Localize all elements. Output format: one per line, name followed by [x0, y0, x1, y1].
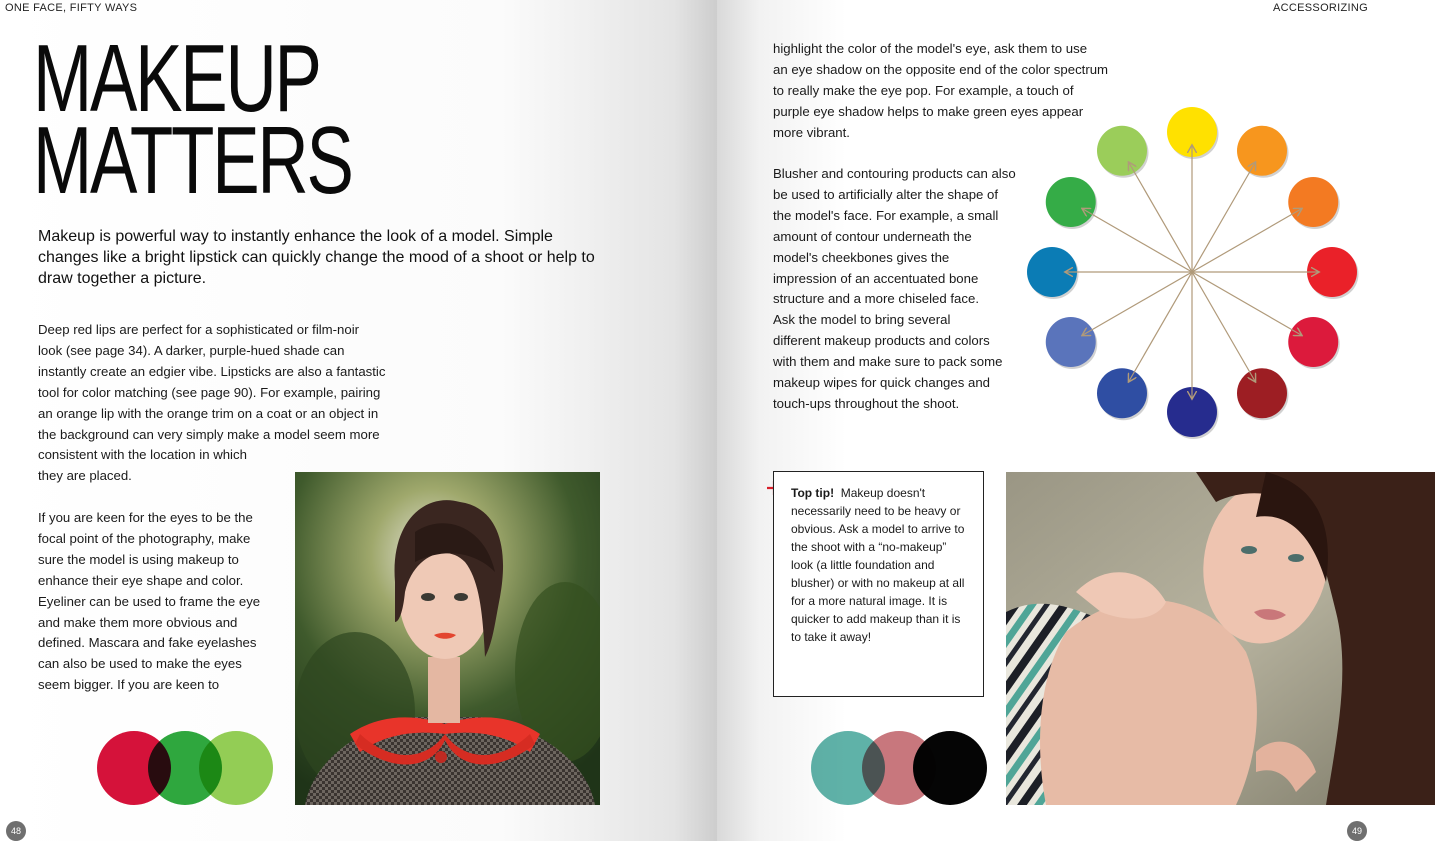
- body-lipstick-line: tool for color matching (see page 90). For example, pairing: [38, 384, 381, 400]
- running-head-left: ONE FACE, FIFTY WAYS: [5, 2, 138, 14]
- body-eyeshadow-line: an eye shadow on the opposite end of the color spectrum: [773, 61, 1109, 77]
- photo-woman-red-collar: [295, 472, 600, 805]
- left-page: [0, 0, 717, 841]
- color-wheel-dot: [1237, 368, 1287, 418]
- body-eyeshadow-line: purple eye shadow helps to make green eyes appear: [773, 103, 1084, 119]
- color-swatch: [199, 731, 273, 805]
- body-eyeshadow-line: to really make the eye pop. For example, a touch of: [773, 82, 1074, 98]
- body-lipstick-line: consistent with the location in which: [38, 447, 247, 463]
- body-lipstick-line: Deep red lips are perfect for a sophisticated or film-noir: [38, 322, 360, 337]
- body-contouring-line: touch-ups throughout the shoot.: [773, 395, 960, 411]
- top-tip-text: [791, 484, 969, 646]
- top-tip-body: Makeup doesn't necessarily need to be heavy or obvious. Ask a model to arrive to the shoot with a “no-makeup” look (a little foundation and blusher) or with no makeup at all for a more natural image. It is quicker to add makeup than it is to take it away!: [791, 486, 965, 644]
- body-contouring-line: Ask the model to bring several: [773, 312, 951, 328]
- body-lipstick-line: the background can very simply make a model seem more: [38, 426, 380, 442]
- body-contouring-line: model's cheekbones gives the: [773, 249, 950, 265]
- right-page: [717, 0, 1435, 841]
- body-eyes-line: can also be used to make the eyes: [38, 656, 242, 672]
- color-wheel-dot: [1288, 317, 1338, 367]
- body-paragraph-lipstick: [38, 320, 385, 487]
- body-contouring-line: structure and a more chiseled face.: [773, 291, 979, 307]
- body-contouring-line: makeup wipes for quick changes and: [773, 375, 990, 391]
- body-eyes-line: enhance their eye shape and color.: [38, 572, 244, 588]
- color-wheel-dot: [1097, 126, 1147, 176]
- color-wheel-dot: [1097, 368, 1147, 418]
- body-eyes-line: If you are keen for the eyes to be the: [38, 510, 253, 525]
- body-contouring-line: the model's face. For example, a small: [773, 207, 999, 223]
- color-swatch: [913, 731, 987, 805]
- color-swatch-group-right: [810, 729, 990, 807]
- color-wheel-diagram: [1017, 99, 1367, 445]
- body-eyes-line: focal point of the photography, make: [38, 530, 251, 546]
- body-lipstick-line: instantly create an edgier vibe. Lipsticks are also a fantastic: [38, 363, 386, 379]
- top-tip-box: [773, 471, 984, 697]
- page-title: [33, 25, 352, 214]
- top-tip-label: Top tip!: [791, 486, 835, 500]
- color-wheel-dot: [1046, 317, 1096, 367]
- body-contouring-line: different makeup products and colors: [773, 333, 990, 349]
- color-wheel-dot: [1288, 177, 1338, 227]
- color-swatch-group-left: [96, 729, 276, 807]
- body-eyeshadow-line: highlight the color of the model's eye, ask them to use: [773, 41, 1088, 56]
- title-line-2: MATTERS: [33, 107, 352, 214]
- color-wheel-dot: [1046, 177, 1096, 227]
- body-eyes-line: defined. Mascara and fake eyelashes: [38, 635, 257, 651]
- body-eyes-line: sure the model is using makeup to: [38, 551, 239, 567]
- body-lipstick-line: an orange lip with the orange trim on a coat or an object in: [38, 405, 379, 421]
- body-paragraph-contouring: [773, 164, 1016, 415]
- body-contouring-line: impression of an accentuated bone: [773, 270, 979, 286]
- body-lipstick-line: look (see page 34). A darker, purple-hued shade can: [38, 342, 345, 358]
- page-number-left: 48: [6, 821, 26, 841]
- body-eyes-line: seem bigger. If you are keen to: [38, 677, 220, 693]
- intro-paragraph: Makeup is powerful way to instantly enhance the look of a model. Simple changes like a bright lipstick can quickly change the mood of a shoot or help to draw together a picture.: [38, 228, 595, 287]
- body-lipstick-line: they are placed.: [38, 468, 132, 484]
- body-contouring-line: be used to artificially alter the shape of: [773, 186, 999, 202]
- body-paragraph-eyes: [38, 508, 260, 696]
- body-contouring-line: amount of contour underneath the: [773, 228, 972, 244]
- body-contouring-line: with them and make sure to pack some: [773, 354, 1003, 370]
- running-head-right: ACCESSORIZING: [1273, 2, 1368, 14]
- photo-woman-reclining: [1006, 472, 1435, 805]
- body-eyeshadow-line: more vibrant.: [773, 124, 850, 140]
- title-line-1: MAKEUP: [33, 25, 320, 132]
- body-contouring-line: Blusher and contouring products can also: [773, 166, 1016, 181]
- color-wheel-dot: [1237, 126, 1287, 176]
- page-number-right: 49: [1347, 821, 1367, 841]
- body-eyes-line: and make them more obvious and: [38, 614, 238, 630]
- body-eyes-line: Eyeliner can be used to frame the eye: [38, 593, 261, 609]
